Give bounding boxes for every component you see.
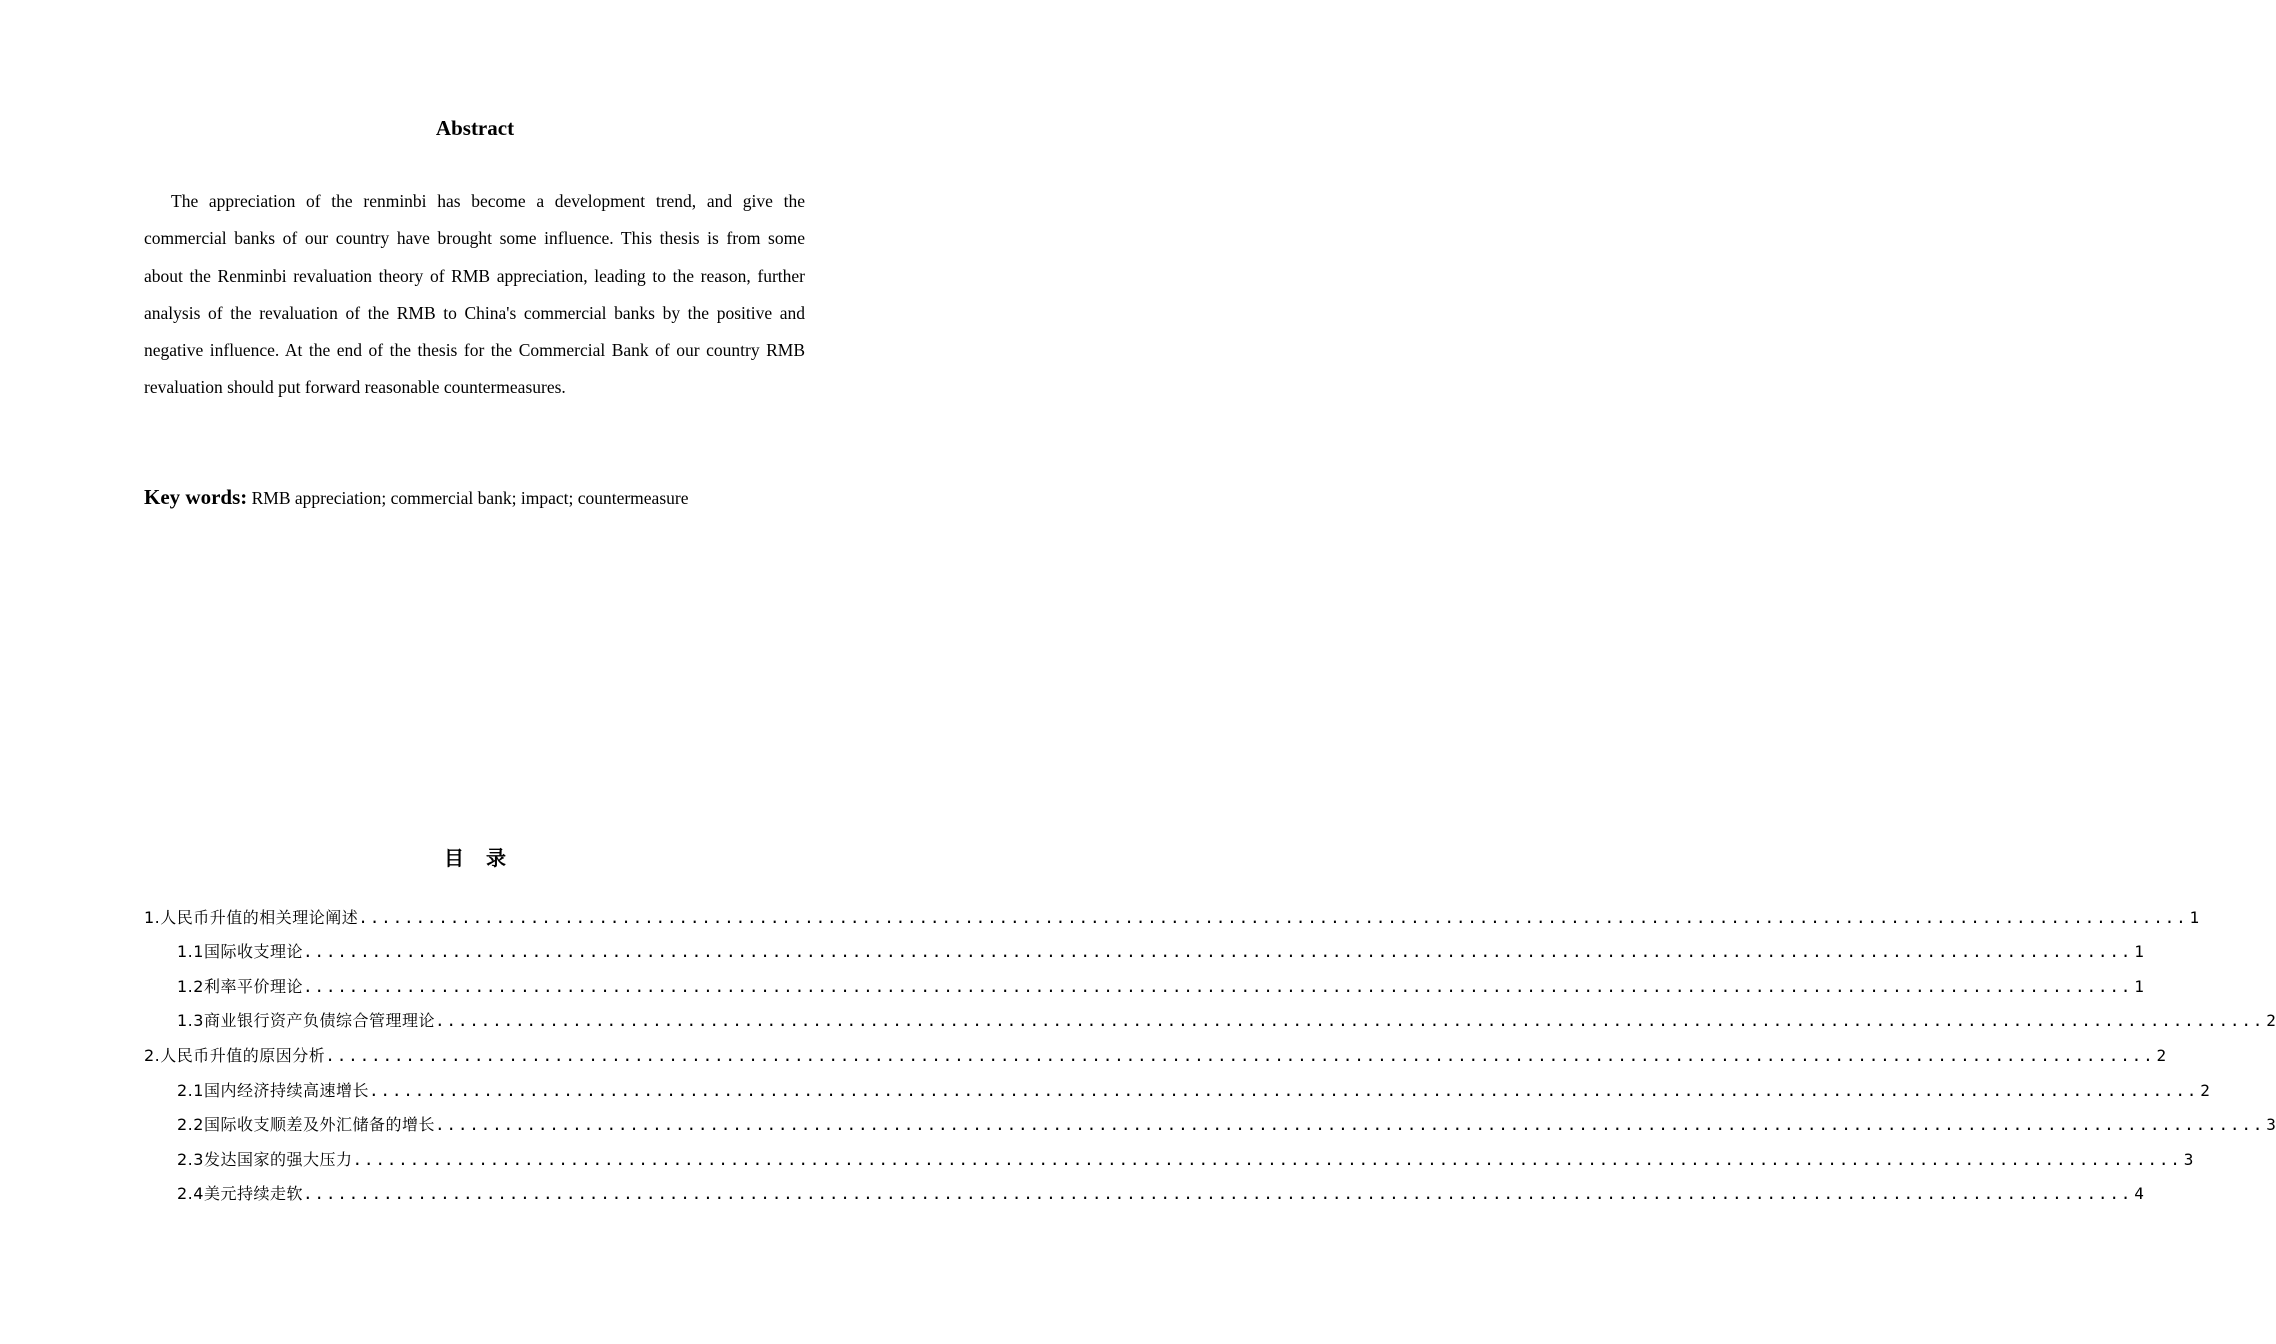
keywords-value: RMB appreciation; commercial bank; impact; countermeasure bbox=[251, 488, 689, 508]
toc-leader-dots: ................................................................................................................................................................ bbox=[358, 907, 2188, 927]
toc-entry[interactable] bbox=[144, 1108, 2276, 1143]
toc-entry-page: 3 bbox=[2266, 1115, 2276, 1135]
table-of-contents bbox=[144, 900, 2276, 1211]
toc-entry[interactable] bbox=[144, 1038, 2167, 1073]
abstract-title: Abstract bbox=[435, 116, 515, 140]
toc-entry-page: 2 bbox=[2266, 1011, 2276, 1031]
toc-entry[interactable] bbox=[144, 1073, 2210, 1108]
toc-entry-page: 2 bbox=[2200, 1080, 2210, 1100]
toc-leader-dots: ................................................................................................................................................................ bbox=[302, 976, 2133, 996]
toc-leader-dots: ................................................................................................................................................................ bbox=[368, 1080, 2199, 1100]
toc-leader-dots: ................................................................................................................................................................ bbox=[434, 1011, 2265, 1031]
toc-entry-title: 1.3商业银行资产负债综合管理理论 bbox=[177, 1011, 435, 1031]
toc-leader-dots: ................................................................................................................................................................ bbox=[302, 1184, 2133, 1204]
toc-entry-title: 2.3发达国家的强大压力 bbox=[177, 1149, 353, 1169]
toc-entry-title: 1.人民币升值的相关理论阐述 bbox=[144, 907, 359, 927]
toc-entry-page: 2 bbox=[2156, 1045, 2167, 1065]
toc-entry-title: 1.2利率平价理论 bbox=[177, 976, 303, 996]
toc-entry-title: 2.2国际收支顺差及外汇储备的增长 bbox=[177, 1115, 435, 1135]
toc-entry[interactable] bbox=[144, 900, 2200, 935]
toc-leader-dots: ................................................................................................................................................................ bbox=[325, 1045, 2155, 1065]
toc-entry[interactable] bbox=[144, 969, 2144, 1004]
keywords-label: Key words: bbox=[144, 485, 248, 509]
toc-entry-page: 1 bbox=[2134, 942, 2144, 962]
keywords-line bbox=[144, 482, 824, 513]
toc-title: 目录 bbox=[444, 846, 528, 870]
toc-entry-title: 1.1国际收支理论 bbox=[177, 942, 303, 962]
abstract-body: The appreciation of the renminbi has become a development trend, and give the commercial banks of our country have brought some influence. This thesis is from some about the Renminbi revaluation theory of RMB appreciation, leading to the reason, further analysis of the revaluation of the RMB to China's commercial banks by the positive and negative influence. At the end of the thesis for the Commercial Bank of our country RMB revaluation should put forward reasonable countermeasures. bbox=[144, 191, 805, 398]
toc-entry-page: 1 bbox=[2189, 907, 2200, 927]
toc-entry-title: 2.1国内经济持续高速增长 bbox=[177, 1080, 369, 1100]
toc-leader-dots: ................................................................................................................................................................ bbox=[434, 1115, 2265, 1135]
toc-entry-page: 1 bbox=[2134, 976, 2144, 996]
toc-entry[interactable] bbox=[144, 935, 2144, 970]
toc-entry-title: 2.4美元持续走软 bbox=[177, 1184, 303, 1204]
toc-entry[interactable] bbox=[144, 1004, 2276, 1039]
toc-entry[interactable] bbox=[144, 1177, 2144, 1212]
toc-entry[interactable] bbox=[144, 1142, 2194, 1177]
toc-entry-title: 2.人民币升值的原因分析 bbox=[144, 1045, 326, 1065]
toc-leader-dots: ................................................................................................................................................................ bbox=[352, 1149, 2182, 1169]
toc-leader-dots: ................................................................................................................................................................ bbox=[302, 942, 2133, 962]
toc-entry-page: 4 bbox=[2134, 1184, 2144, 1204]
toc-entry-page: 3 bbox=[2183, 1149, 2194, 1169]
